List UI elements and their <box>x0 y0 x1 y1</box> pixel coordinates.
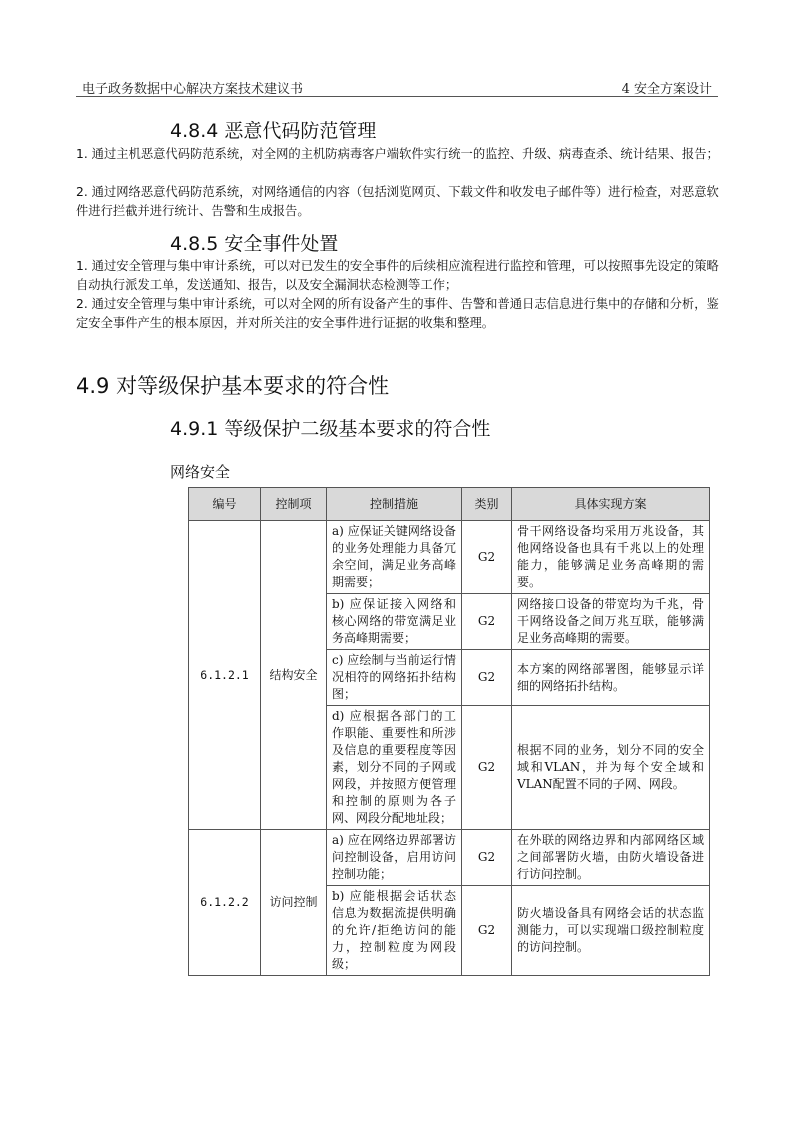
heading-4-9: 4.9 对等级保护基本要求的符合性 <box>76 374 390 398</box>
heading-4-9-1: 4.9.1 等级保护二级基本要求的符合性 <box>170 418 491 440</box>
category-cell: G2 <box>462 830 512 886</box>
control-id-cell: 6.1.2.1 <box>189 521 261 830</box>
category-cell: G2 <box>462 594 512 650</box>
category-cell: G2 <box>462 706 512 830</box>
paragraph-4-8-4-item-2: 2. 通过网络恶意代码防范系统，对网络通信的内容（包括浏览网页、下载文件和收发电子邮件等）进行检查，对恶意软件进行拦截并进行统计、告警和生成报告。 <box>76 185 719 218</box>
control-measure-cell: a) 应在网络边界部署访问控制设备，启用访问控制功能； <box>327 830 462 886</box>
column-header-control-measure: 控制措施 <box>327 488 462 521</box>
column-header-number: 编号 <box>189 488 261 521</box>
control-item-cell: 结构安全 <box>261 521 327 830</box>
paragraph-4-8-4-item-1: 1. 通过主机恶意代码防范系统，对全网的主机防病毒客户端软件实行统一的监控、升级、病毒查杀、统计结果、报告； <box>76 147 719 161</box>
heading-4-8-4: 4.8.4 恶意代码防范管理 <box>170 120 377 142</box>
header-chapter-title: 4 安全方案设计 <box>621 82 712 97</box>
control-measure-cell: a) 应保证关键网络设备的业务处理能力具备冗余空间，满足业务高峰期需要； <box>327 521 462 594</box>
implementation-cell: 防火墙设备具有网络会话的状态监测能力，可以实现端口级控制粒度的访问控制。 <box>512 886 710 976</box>
implementation-cell: 网络接口设备的带宽均为千兆，骨干网络设备之间万兆互联，能够满足业务高峰期的需要。 <box>512 594 710 650</box>
table-row <box>189 521 710 594</box>
implementation-cell: 骨干网络设备均采用万兆设备，其他网络设备也具有千兆以上的处理能力，能够满足业务高峰期的需要。 <box>512 521 710 594</box>
category-cell: G2 <box>462 650 512 706</box>
control-measure-cell: b) 应能根据会话状态信息为数据流提供明确的允许/拒绝访问的能力，控制粒度为网段级； <box>327 886 462 976</box>
paragraph-4-8-5-item-2: 2. 通过安全管理与集中审计系统，可以对全网的所有设备产生的事件、告警和普通日志信息进行集中的存储和分析，鉴定安全事件产生的根本原因，并对所关注的安全事件进行证据的收集和整理。 <box>76 297 719 330</box>
implementation-cell: 根据不同的业务，划分不同的安全域和VLAN，并为每个安全域和VLAN配置不同的子网、网段。 <box>512 706 710 830</box>
implementation-cell: 在外联的网络边界和内部网络区域之间部署防火墙，由防火墙设备进行访问控制。 <box>512 830 710 886</box>
paragraph-4-8-5-item-1: 1. 通过安全管理与集中审计系统，可以对已发生的安全事件的后续相应流程进行监控和管理，可以按照事先设定的策略自动执行派发工单，发送通知、报告，以及安全漏洞状态检测等工作； <box>76 259 719 292</box>
category-cell: G2 <box>462 521 512 594</box>
column-header-control-item: 控制项 <box>261 488 327 521</box>
table-header-row <box>189 488 710 521</box>
category-cell: G2 <box>462 886 512 976</box>
network-security-subheading: 网络安全 <box>170 463 231 481</box>
column-header-category: 类别 <box>462 488 512 521</box>
table-row <box>189 830 710 886</box>
network-security-table <box>188 487 710 976</box>
page-header <box>76 76 718 97</box>
control-measure-cell: c) 应绘制与当前运行情况相符的网络拓扑结构图； <box>327 650 462 706</box>
control-measure-cell: d) 应根据各部门的工作职能、重要性和所涉及信息的重要程度等因素，划分不同的子网或网段，并按照方便管理和控制的原则为各子网、网段分配地址段； <box>327 706 462 830</box>
heading-4-8-5: 4.8.5 安全事件处置 <box>170 233 339 255</box>
control-id-cell: 6.1.2.2 <box>189 830 261 976</box>
implementation-cell: 本方案的网络部署图，能够显示详细的网络拓扑结构。 <box>512 650 710 706</box>
control-measure-cell: b) 应保证接入网络和核心网络的带宽满足业务高峰期需要； <box>327 594 462 650</box>
header-document-title: 电子政务数据中心解决方案技术建议书 <box>82 82 304 97</box>
control-item-cell: 访问控制 <box>261 830 327 976</box>
column-header-implementation: 具体实现方案 <box>512 488 710 521</box>
